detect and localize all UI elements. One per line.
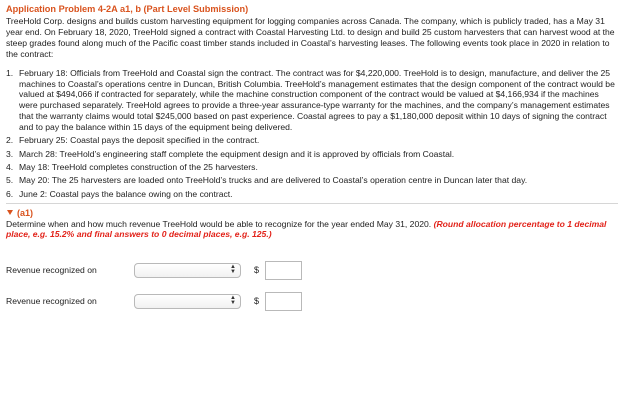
updown-arrows-icon: ▲ ▼ (230, 294, 236, 307)
answer-row (6, 259, 618, 281)
event-text: June 2: Coastal pays the balance owing on the contract. (19, 188, 233, 199)
section-toggle[interactable] (6, 207, 618, 219)
row-label: Revenue recognized on (6, 265, 97, 276)
list-item (6, 189, 618, 200)
event-number: 1. (6, 67, 14, 78)
event-text: February 18: Officials from TreeHold and Coastal sign the contract. The contract was for $4,220,000. TreeHold is to design, manufacture, and deliver the 25 machines to Coastal’s operations centre in Duncan, British Columbia. TreeHold’s management estimates that the design component of the contract would be valued at $494,066 if contracted for separately, while the machine construction component of the contract would be valued at $4,166,934 if the machines were purchased separately. TreeHold agrees to provide a three-year assurance-type warranty for the machines, and the company’s management estimates that the warranty claims would total $245,000 based on past experience. Coastal agrees to pay a $1,180,000 deposit within 10 days of signing the contract and to pay the balance within 15 days of the equipment being delivered. (19, 67, 615, 133)
events-list (6, 68, 618, 200)
answer-rows (6, 259, 618, 312)
event-text: May 20: The 25 harvesters are loaded onto TreeHold’s trucks and are delivered to Coastal’s operation centre in Duncan later that day. (19, 175, 528, 186)
currency-symbol: $ (254, 296, 260, 307)
event-text: February 25: Coastal pays the deposit specified in the contract. (19, 135, 260, 146)
rounding-instruction: (Round allocation percentage to 1 decimal place, e.g. 15.2% and final answers to 0 decimal places, e.g. 125.) (6, 218, 607, 240)
collapse-triangle-icon (7, 210, 13, 215)
section-label: (a1) (17, 207, 34, 218)
updown-arrows-icon: ▲ ▼ (230, 263, 236, 276)
row-label: Revenue recognized on (6, 296, 97, 307)
event-text: March 28: TreeHold’s engineering staff complete the equipment design and it is approved by officials from Coastal. (19, 148, 455, 159)
intro-text: TreeHold Corp. designs and builds custom harvesting equipment for logging companies across Canada. The company, which is publicly traded, has a May 31 year end. On February 18, 2020, TreeHold signed a contract with Coastal Harvesting Ltd. to design and build 25 custom harvesters that can harvest wood at the steep grades found along much of the Pacific coast timber stands included in Coastal’s harvesting leases. The following events took place in 2020 in relation to the contract: (6, 16, 615, 59)
event-number: 5. (6, 175, 14, 186)
currency-symbol: $ (254, 265, 260, 276)
problem-panel (6, 3, 618, 321)
question-text (6, 219, 618, 241)
problem-title: Application Problem 4-2A a1, b (Part Level Submission) (6, 4, 249, 14)
date-select[interactable] (134, 294, 241, 309)
amount-input[interactable] (265, 261, 302, 280)
question-main: Determine when and how much revenue TreeHold would be able to recognize for the year ended May 31, 2020. (6, 218, 432, 229)
section-divider (6, 203, 618, 204)
event-number: 3. (6, 148, 14, 159)
list-item (6, 162, 618, 173)
event-number: 6. (6, 188, 14, 199)
event-number: 4. (6, 162, 14, 173)
list-item (6, 175, 618, 186)
amount-input[interactable] (265, 292, 302, 311)
event-number: 2. (6, 135, 14, 146)
date-select[interactable] (134, 263, 241, 278)
list-item (6, 149, 618, 160)
list-item (6, 68, 618, 133)
event-text: May 18: TreeHold completes construction of the 25 harvesters. (19, 162, 258, 173)
list-item (6, 135, 618, 146)
answer-row (6, 290, 618, 312)
